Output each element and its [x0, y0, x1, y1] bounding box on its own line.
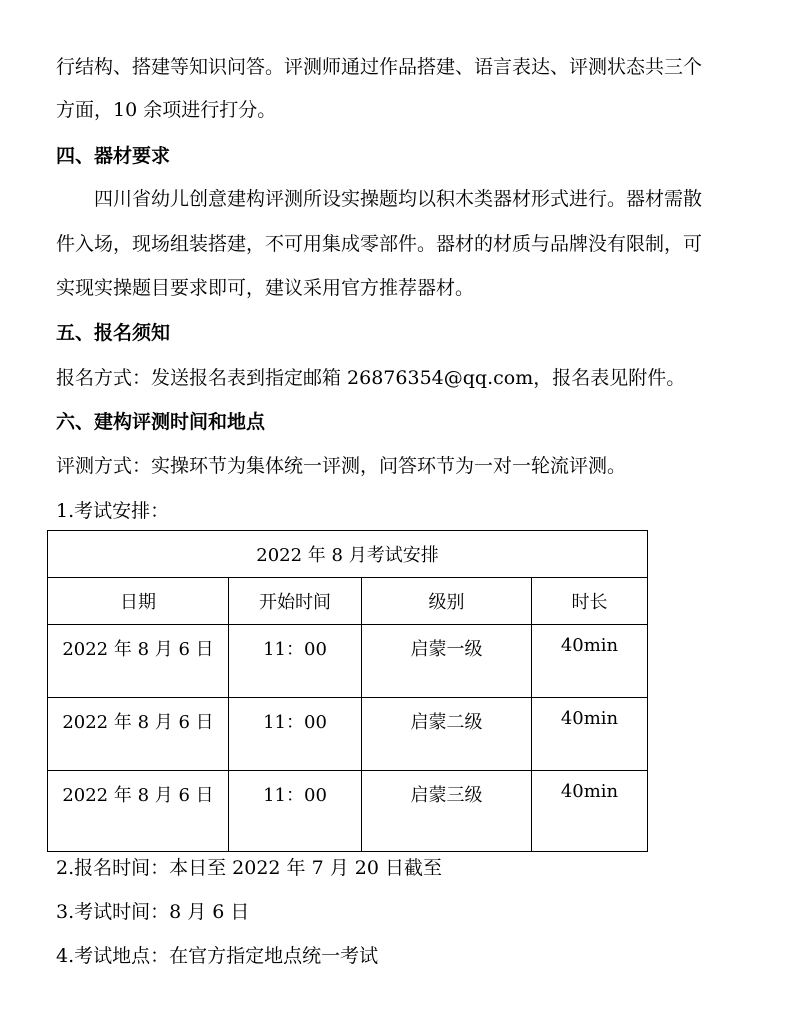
column-header-level: 级别: [362, 578, 532, 625]
cell-duration: 40min: [532, 698, 648, 771]
column-header-duration: 时长: [532, 578, 648, 625]
paragraph-line: 行结构、搭建等知识问答。评测师通过作品搭建、语言表达、评测状态共三个: [56, 56, 703, 78]
column-header-date: 日期: [48, 578, 229, 625]
paragraph-line: 件入场，现场组装搭建，不可用集成零部件。器材的材质与品牌没有限制，可: [56, 233, 703, 255]
cell-start-time: 11：00: [229, 771, 362, 852]
cell-level: 启蒙一级: [362, 625, 532, 698]
section-heading-equipment: 四、器材要求: [56, 145, 171, 167]
table-title: 2022 年 8 月考试安排: [48, 531, 648, 578]
table-row: [48, 771, 648, 852]
registration-method: 报名方式：发送报名表到指定邮箱 26876354@qq.com，报名表见附件。: [56, 367, 686, 389]
paragraph-line: 实现实操题目要求即可，建议采用官方推荐器材。: [56, 277, 475, 299]
cell-date: 2022 年 8 月 6 日: [48, 625, 229, 698]
section-heading-time-location: 六、建构评测时间和地点: [56, 411, 266, 433]
cell-date: 2022 年 8 月 6 日: [48, 698, 229, 771]
cell-duration: 40min: [532, 625, 648, 698]
exam-location: 4.考试地点：在官方指定地点统一考试: [56, 945, 379, 967]
exam-arrangement-label: 1.考试安排：: [56, 500, 170, 522]
table-row: [48, 698, 648, 771]
paragraph-line: 四川省幼儿创意建构评测所设实操题均以积木类器材形式进行。器材需散: [94, 188, 703, 210]
column-header-start-time: 开始时间: [229, 578, 362, 625]
evaluation-method: 评测方式：实操环节为集体统一评测，问答环节为一对一轮流评测。: [56, 455, 627, 477]
exam-schedule-table: [47, 530, 648, 852]
cell-date: 2022 年 8 月 6 日: [48, 771, 229, 852]
cell-start-time: 11：00: [229, 698, 362, 771]
registration-deadline: 2.报名时间：本日至 2022 年 7 月 20 日截至: [56, 857, 442, 879]
section-heading-registration: 五、报名须知: [56, 322, 171, 344]
exam-date: 3.考试时间：8 月 6 日: [56, 901, 250, 923]
paragraph-line: 方面，10 余项进行打分。: [56, 99, 277, 121]
cell-duration: 40min: [532, 771, 648, 852]
table-row: [48, 625, 648, 698]
cell-start-time: 11：00: [229, 625, 362, 698]
cell-level: 启蒙三级: [362, 771, 532, 852]
cell-level: 启蒙二级: [362, 698, 532, 771]
